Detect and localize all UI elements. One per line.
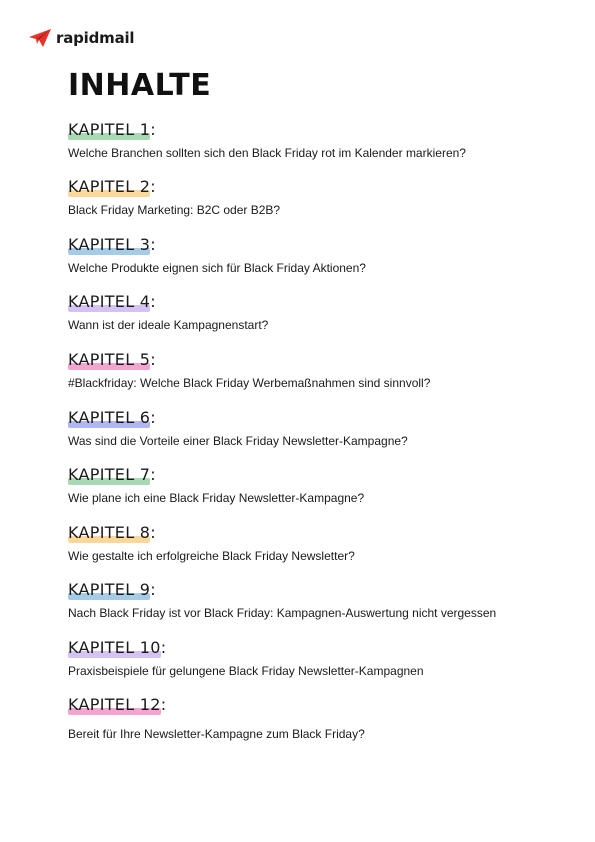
chapter-heading: [68, 177, 156, 197]
chapter-label: KAPITEL 7: [68, 465, 151, 484]
chapter-label: KAPITEL 9: [68, 580, 151, 599]
chapter-description: Wie gestalte ich erfolgreiche Black Friday Newsletter?: [68, 549, 355, 563]
chapter-description: Nach Black Friday ist vor Black Friday: Kampagnen-Auswertung nicht vergessen: [68, 606, 497, 620]
chapter-item: [68, 350, 568, 391]
chapter-item: [68, 120, 568, 161]
chapter-colon: :: [150, 235, 156, 254]
chapter-colon: :: [160, 638, 167, 657]
chapter-description: Black Friday Marketing: B2C oder B2B?: [68, 203, 281, 217]
brand-logo: [28, 28, 134, 48]
chapter-description: Welche Branchen sollten sich den Black Friday rot im Kalender markieren?: [68, 146, 466, 160]
chapter-colon: :: [150, 177, 156, 196]
chapter-heading: [68, 408, 156, 428]
chapter-description: Wann ist der ideale Kampagnenstart?: [68, 318, 269, 332]
chapter-heading: [68, 235, 156, 255]
chapter-description: Bereit für Ihre Newsletter-Kampagne zum Black Friday?: [68, 727, 365, 741]
chapter-label: KAPITEL 3: [68, 235, 151, 254]
chapter-label: KAPITEL 10: [68, 638, 161, 657]
chapter-colon: :: [150, 350, 156, 369]
chapter-heading: [68, 465, 156, 485]
chapter-label: KAPITEL 8: [68, 523, 151, 542]
chapter-heading: [68, 695, 166, 715]
chapter-description: Praxisbeispiele für gelungene Black Friday Newsletter-Kampagnen: [68, 664, 424, 678]
chapter-colon: :: [150, 580, 156, 599]
chapter-description: #Blackfriday: Welche Black Friday Werbemaßnahmen sind sinnvoll?: [68, 376, 431, 390]
chapter-item: [68, 235, 568, 276]
chapter-item: [68, 523, 568, 564]
chapter-label: KAPITEL 1: [68, 120, 151, 139]
chapter-colon: :: [150, 465, 156, 484]
chapter-heading: [68, 580, 156, 600]
chapter-description: Wie plane ich eine Black Friday Newsletter-Kampagne?: [68, 491, 365, 505]
brand-name: rapidmail: [56, 29, 135, 47]
chapter-item: [68, 177, 568, 218]
chapter-description: Welche Produkte eignen sich für Black Friday Aktionen?: [68, 261, 366, 275]
chapter-colon: :: [160, 695, 167, 714]
chapter-label: KAPITEL 2: [68, 177, 151, 196]
chapter-item: [68, 465, 568, 506]
chapter-heading: [68, 350, 156, 370]
chapter-item: [68, 292, 568, 333]
chapter-item: [68, 408, 568, 449]
chapter-item: [68, 638, 568, 679]
chapter-colon: :: [150, 120, 156, 139]
chapter-label: KAPITEL 5: [68, 350, 151, 369]
page-title: INHALTE: [68, 68, 212, 103]
chapter-heading: [68, 638, 166, 658]
chapter-colon: :: [150, 292, 156, 311]
chapter-heading: [68, 523, 156, 543]
paper-plane-icon: [28, 28, 52, 48]
chapter-label: KAPITEL 12: [68, 695, 161, 714]
chapter-item: [68, 580, 568, 621]
chapter-description: Was sind die Vorteile einer Black Friday Newsletter-Kampagne?: [68, 434, 408, 448]
chapter-label: KAPITEL 6: [68, 408, 151, 427]
chapter-heading: [68, 120, 156, 140]
chapter-item: [68, 695, 568, 742]
chapter-colon: :: [150, 408, 156, 427]
chapter-colon: :: [150, 523, 156, 542]
chapter-heading: [68, 292, 156, 312]
chapter-label: KAPITEL 4: [68, 292, 151, 311]
